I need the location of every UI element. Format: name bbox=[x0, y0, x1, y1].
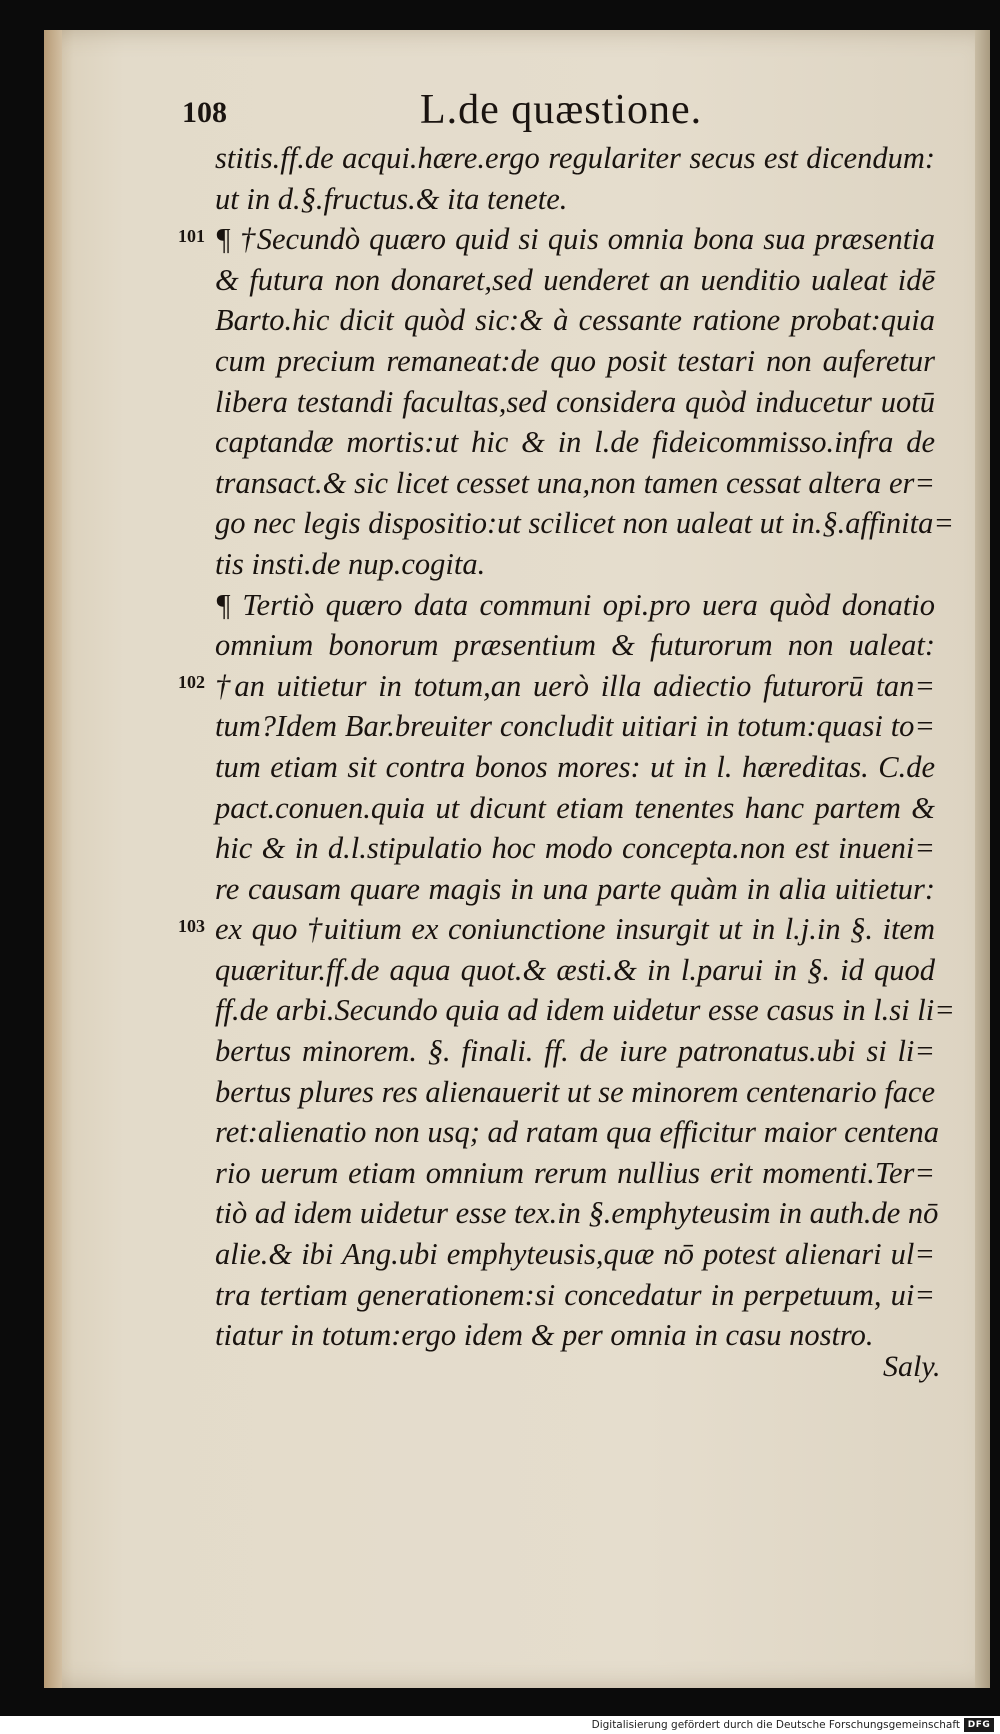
text-line: pact.conuen.quia ut dicunt etiam tenentes hanc partem & bbox=[215, 790, 935, 825]
text-line: tum etiam sit contra bonos mores: ut in l. hæreditas. C.de bbox=[215, 749, 935, 784]
text-line: cum precium remaneat:de quo posit testari non auferetur bbox=[215, 343, 935, 378]
text-line: tra tertiam generationem:si concedatur in perpetuum, ui= bbox=[215, 1277, 935, 1312]
text-line: & futura non donaret,sed uenderet an uenditio ualeat idē bbox=[215, 262, 935, 297]
text-line: hic & in d.l.stipulatio hoc modo concepta.non est inueni= bbox=[215, 831, 935, 866]
text-line: ret:alienatio non usq; ad ratam qua efficitur maior centena bbox=[215, 1115, 940, 1150]
text-line: ut in d.§.fructus.& ita tenete. bbox=[215, 181, 568, 216]
text-line: rio uerum etiam omnium rerum nullius erit momenti.Ter= bbox=[215, 1155, 935, 1190]
text-line: ¶ Tertiò quæro data communi opi.pro uera quòd donatio bbox=[215, 587, 935, 622]
text-line: ff.de arbi.Secundo quia ad idem uidetur esse casus in l.si li= bbox=[215, 993, 955, 1028]
page-gutter bbox=[44, 30, 62, 1688]
text-line: re causam quare magis in una parte quàm in alia uitietur: bbox=[215, 871, 935, 906]
margin-number: 101 bbox=[178, 226, 205, 246]
text-line: omnium bonorum præsentium & futurorum non ualeat: bbox=[215, 628, 935, 663]
text-line: alie.& ibi Ang.ubi emphyteusis,quæ nō potest alienari ul= bbox=[215, 1237, 935, 1272]
margin-number: 102 bbox=[178, 672, 205, 692]
text-line: ¶ †Secundò quæro quid si quis omnia bona sua præsentia bbox=[215, 222, 935, 257]
text-line: stitis.ff.de acqui.hære.ergo regulariter secus est dicendum: bbox=[215, 141, 935, 175]
dfg-logo-icon: DFG bbox=[964, 1718, 994, 1732]
text-line: tum?Idem Bar.breuiter concludit uitiari in totum:quasi to= bbox=[215, 709, 935, 744]
footer-credit: Digitalisierung gefördert durch die Deutsche Forschungsgemeinschaft bbox=[591, 1719, 960, 1731]
running-head: L.de quæstione. bbox=[420, 87, 703, 133]
folio-number: 108 bbox=[182, 96, 227, 129]
text-line: bertus minorem. §. finali. ff. de iure patronatus.ubi si li= bbox=[215, 1034, 935, 1069]
text-line: libera testandi facultas,sed considera quòd inducetur uotū bbox=[215, 384, 935, 419]
text-line: captandæ mortis:ut hic & in l.de fideicommisso.infra de bbox=[215, 425, 935, 460]
text-line: quæritur.ff.de aqua quot.& æsti.& in l.parui in §. id quod bbox=[215, 952, 935, 987]
body-text bbox=[215, 138, 955, 1356]
text-line: transact.& sic licet cesset una,non tamen cessat altera er= bbox=[215, 465, 935, 500]
text-line: tiatur in totum:ergo idem & per omnia in casu nostro. bbox=[215, 1318, 874, 1353]
text-line: †an uitietur in totum,an uerò illa adiectio futurorū tan= bbox=[215, 668, 935, 703]
catchword: Saly. bbox=[883, 1350, 941, 1383]
text-line: tis insti.de nup.cogita. bbox=[215, 546, 486, 581]
text-line: Barto.hic dicit quòd sic:& à cessante ratione probat:quia bbox=[215, 303, 935, 338]
text-line: tiò ad idem uidetur esse tex.in §.emphyteusim in auth.de nō bbox=[215, 1196, 939, 1231]
text-line: bertus plures res alienauerit ut se minorem centenario face bbox=[215, 1074, 936, 1109]
margin-number: 103 bbox=[178, 916, 205, 936]
page-edge bbox=[975, 30, 990, 1688]
text-line: go nec legis dispositio:ut scilicet non ualeat ut in.§.affinita= bbox=[215, 506, 954, 541]
text-line: ex quo †uitium ex coniunctione insurgit ut in l.j.in §. item bbox=[215, 912, 935, 947]
